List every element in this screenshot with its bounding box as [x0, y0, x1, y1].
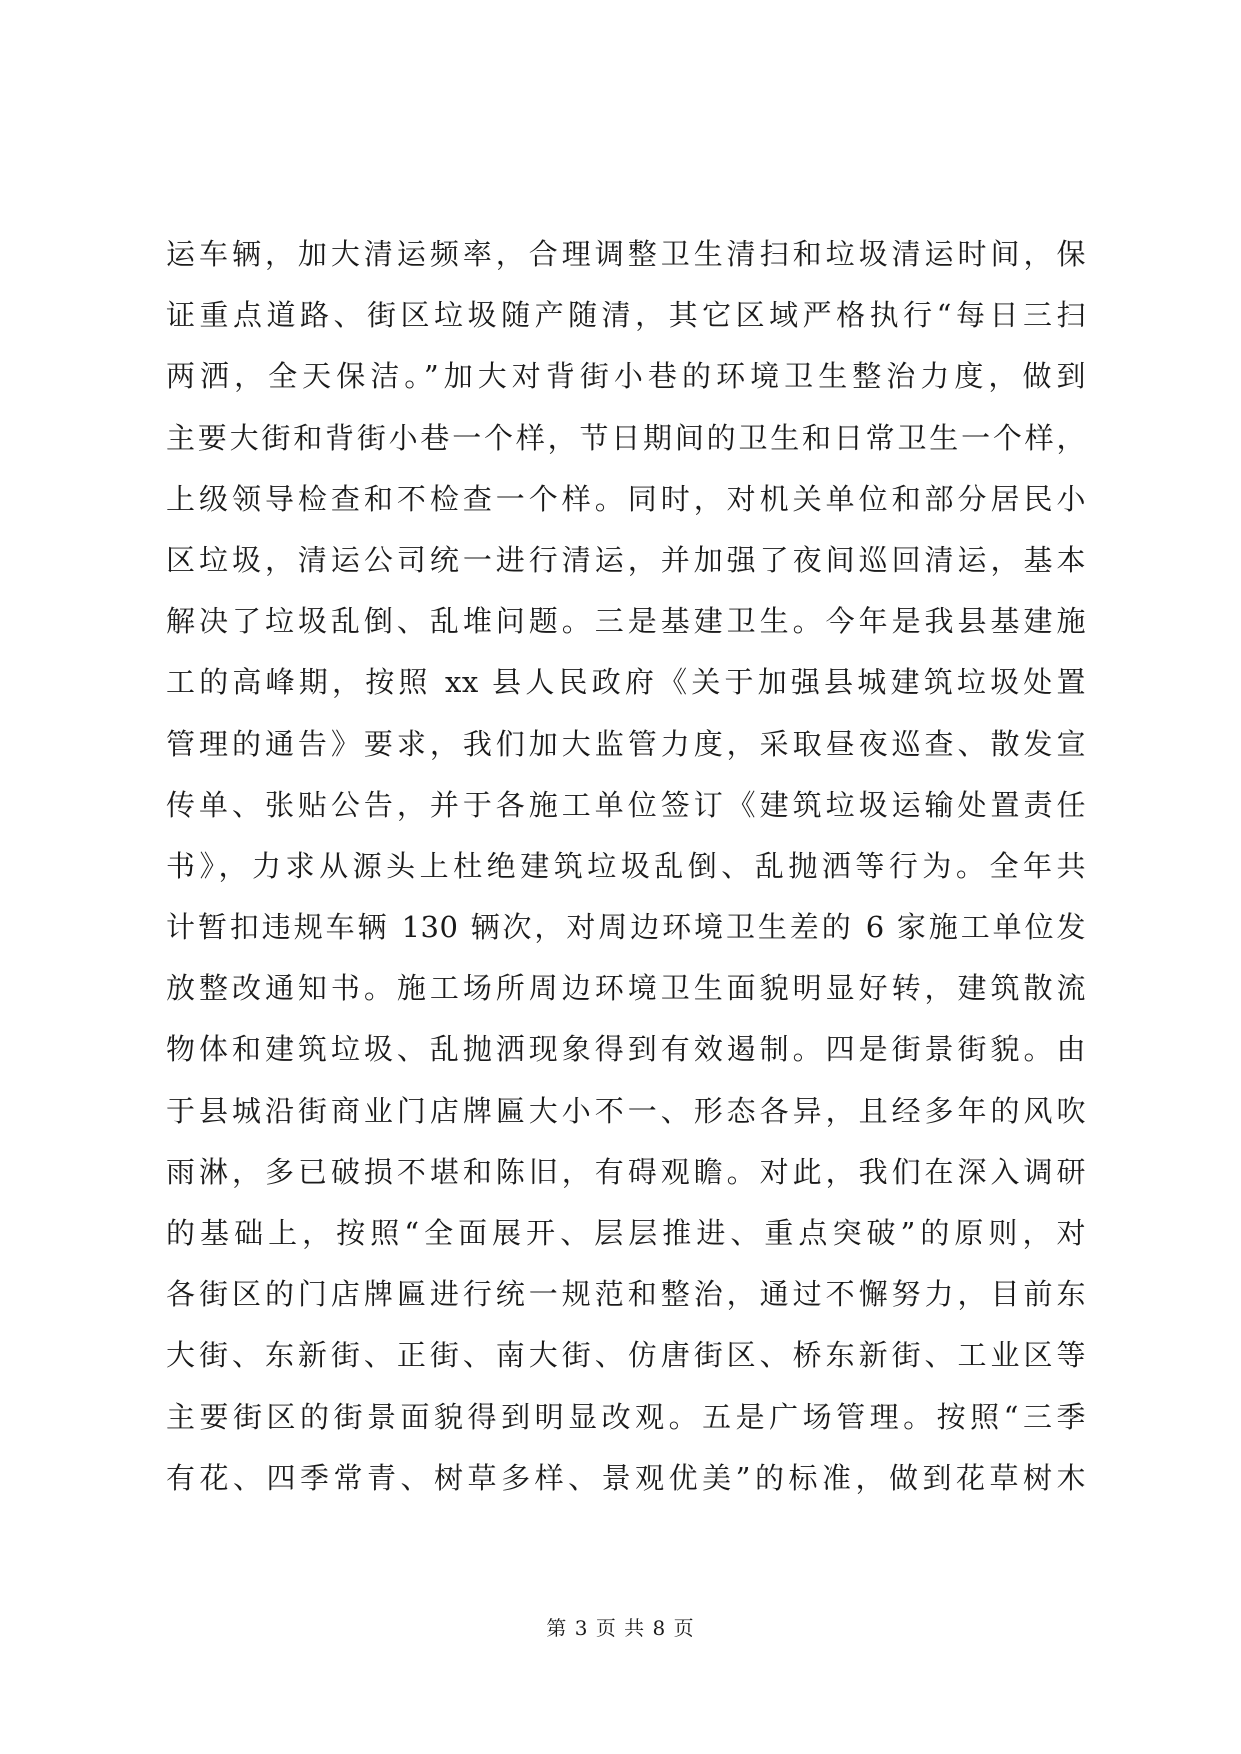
text-line: 解决了垃圾乱倒、乱堆问题。三是基建卫生。今年是我县基建施 — [166, 604, 1086, 639]
text-line: 的基础上，按照“全面展开、层层推进、重点突破”的原则，对 — [166, 1216, 1086, 1250]
text-line: 区垃圾，清运公司统一进行清运，并加强了夜间巡回清运，基本 — [166, 542, 1086, 577]
text-line: 物体和建筑垃圾、乱抛洒现象得到有效遏制。四是街景街貌。由 — [166, 1032, 1086, 1067]
text-line: 工的高峰期，按照 xx 县人民政府《关于加强县城建筑垃圾处置 — [166, 665, 1086, 700]
text-line: 运车辆，加大清运频率，合理调整卫生清扫和垃圾清运时间，保 — [166, 237, 1086, 271]
text-line: 传单、张贴公告，并于各施工单位签订《建筑垃圾运输处置责任 — [166, 787, 1086, 822]
text-line: 各街区的门店牌匾进行统一规范和整治，通过不懈努力，目前东 — [166, 1277, 1086, 1312]
body-text — [166, 224, 1086, 1509]
text-line: 大街、东新街、正街、南大街、仿唐街区、桥东新街、工业区等 — [166, 1338, 1086, 1373]
text-line: 雨淋，多已破损不堪和陈旧，有碍观瞻。对此，我们在深入调研 — [166, 1154, 1086, 1189]
text-line: 上级领导检查和不检查一个样。同时，对机关单位和部分居民小 — [166, 481, 1086, 516]
text-line: 计暂扣违规车辆 130 辆次，对周边环境卫生差的 6 家施工单位发 — [166, 910, 1086, 945]
text-line: 有花、四季常青、树草多样、景观优美”的标准，做到花草树木 — [166, 1460, 1086, 1495]
text-line: 两洒，全天保洁。”加大对背街小巷的环境卫生整治力度，做到 — [166, 359, 1086, 394]
text-line: 放整改通知书。施工场所周边环境卫生面貌明显好转，建筑散流 — [166, 971, 1086, 1006]
text-line: 管理的通告》要求，我们加大监管力度，采取昼夜巡查、散发宣 — [166, 726, 1086, 761]
text-line: 证重点道路、街区垃圾随产随清，其它区域严格执行“每日三扫 — [166, 298, 1086, 333]
text-line: 书》，力求从源头上杜绝建筑垃圾乱倒、乱抛洒等行为。全年共 — [166, 848, 1086, 883]
text-line: 主要街区的街景面貌得到明显改观。五是广场管理。按照“三季 — [166, 1399, 1086, 1434]
page-number-footer: 第 3 页 共 8 页 — [546, 1616, 695, 1640]
text-line: 主要大街和背街小巷一个样，节日期间的卫生和日常卫生一个样， — [166, 420, 1086, 455]
text-line: 于县城沿街商业门店牌匾大小不一、形态各异，且经多年的风吹 — [166, 1093, 1086, 1128]
